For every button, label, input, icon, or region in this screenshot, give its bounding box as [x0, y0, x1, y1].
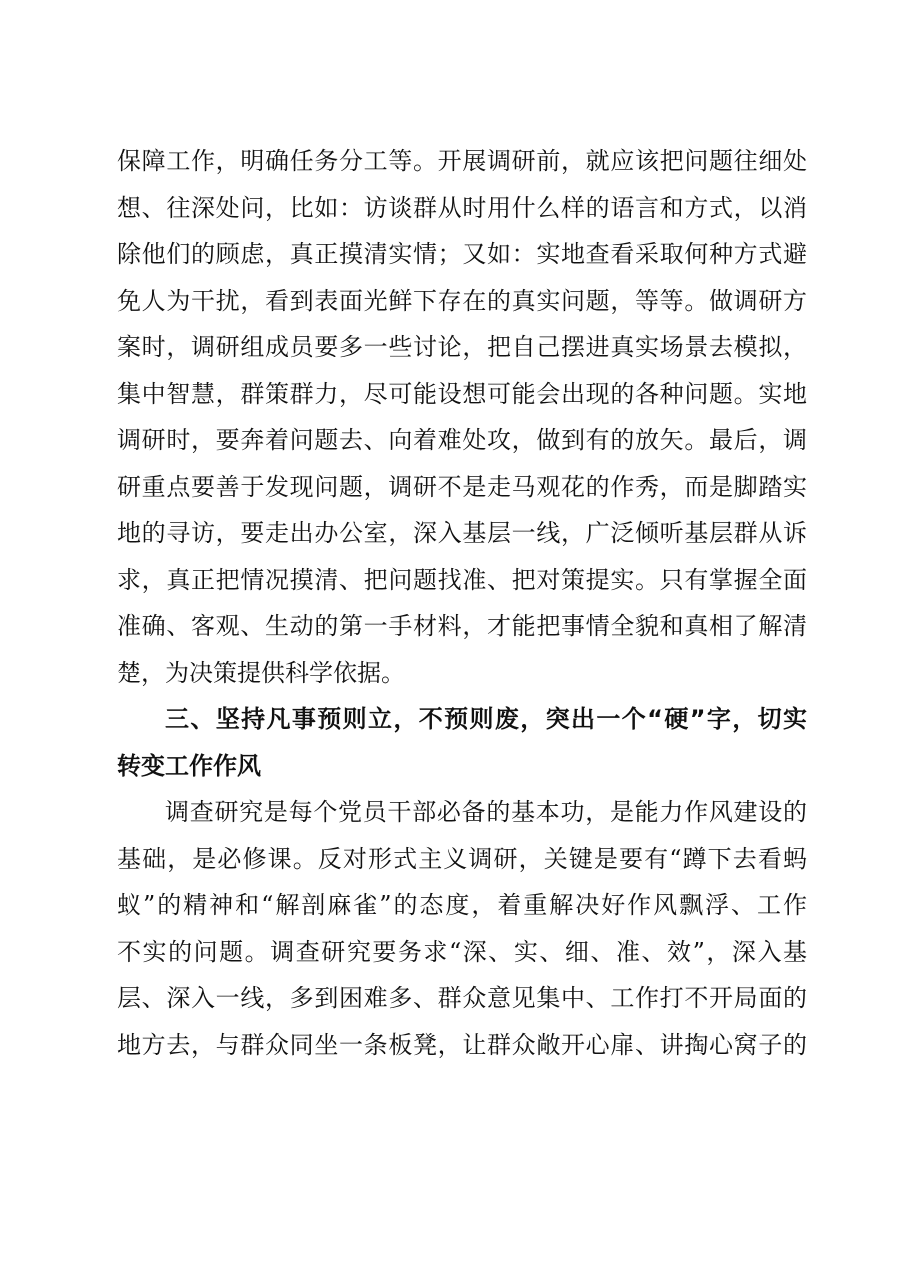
paragraph-line: 求，真正把情况摸清、把问题找准、把对策提实。只有掌握全面	[117, 565, 807, 594]
paragraph-line: 研重点要善于发现问题，调研不是走马观花的作秀，而是脚踏实	[117, 472, 807, 501]
heading-line: 三、坚持凡事预则立，不预则废，突出一个“硬”字，切实	[165, 705, 807, 733]
paragraph-line: 免人为干扰，看到表面光鲜下存在的真实问题，等等。做调研方	[117, 286, 807, 315]
paragraph-2	[117, 789, 807, 1068]
paragraph-line: 保障工作，明确任务分工等。开展调研前，就应该把问题往细处	[117, 147, 807, 175]
paragraph-line: 除他们的顾虑，真正摸清实情；又如：实地查看采取何种方式避	[117, 240, 807, 268]
paragraph-line: 准确、客观、生动的第一手材料，才能把事情全貌和真相了解清	[117, 612, 807, 640]
paragraph-1	[117, 138, 807, 696]
document-body	[117, 138, 807, 1068]
paragraph-line: 集中智慧，群策群力，尽可能设想可能会出现的各种问题。实地	[117, 379, 807, 408]
paragraph-line: 层、深入一线，多到困难多、群众意见集中、工作打不开局面的	[117, 984, 807, 1012]
paragraph-line: 想、往深处问，比如：访谈群从时用什么样的语言和方式，以消	[117, 193, 807, 222]
paragraph-line: 调研时，要奔着问题去、向着难处攻，做到有的放矢。最后，调	[117, 426, 807, 454]
paragraph-line: 地的寻访，要走出办公室，深入基层一线，广泛倾听基层群从诉	[117, 519, 807, 547]
paragraph-line: 案时，调研组成员要多一些讨论，把自己摆进真实场景去模拟，	[117, 333, 807, 361]
paragraph-line: 楚，为决策提供科学依据。	[117, 658, 405, 687]
paragraph-line: 调查研究是每个党员干部必备的基本功，是能力作风建设的	[165, 798, 807, 826]
section-heading-3	[117, 696, 807, 789]
paragraph-line: 基础，是必修课。反对形式主义调研，关键是要有“蹲下去看蚂	[117, 844, 807, 873]
paragraph-line: 蚁”的精神和“解剖麻雀”的态度，着重解决好作风飘浮、工作	[117, 891, 807, 919]
heading-line: 转变工作作风	[117, 751, 261, 780]
paragraph-line: 地方去，与群众同坐一条板凳，让群众敞开心扉、讲掏心窝子的	[117, 1030, 807, 1059]
paragraph-line: 不实的问题。调查研究要务求“深、实、细、准、效”，深入基	[117, 937, 807, 966]
